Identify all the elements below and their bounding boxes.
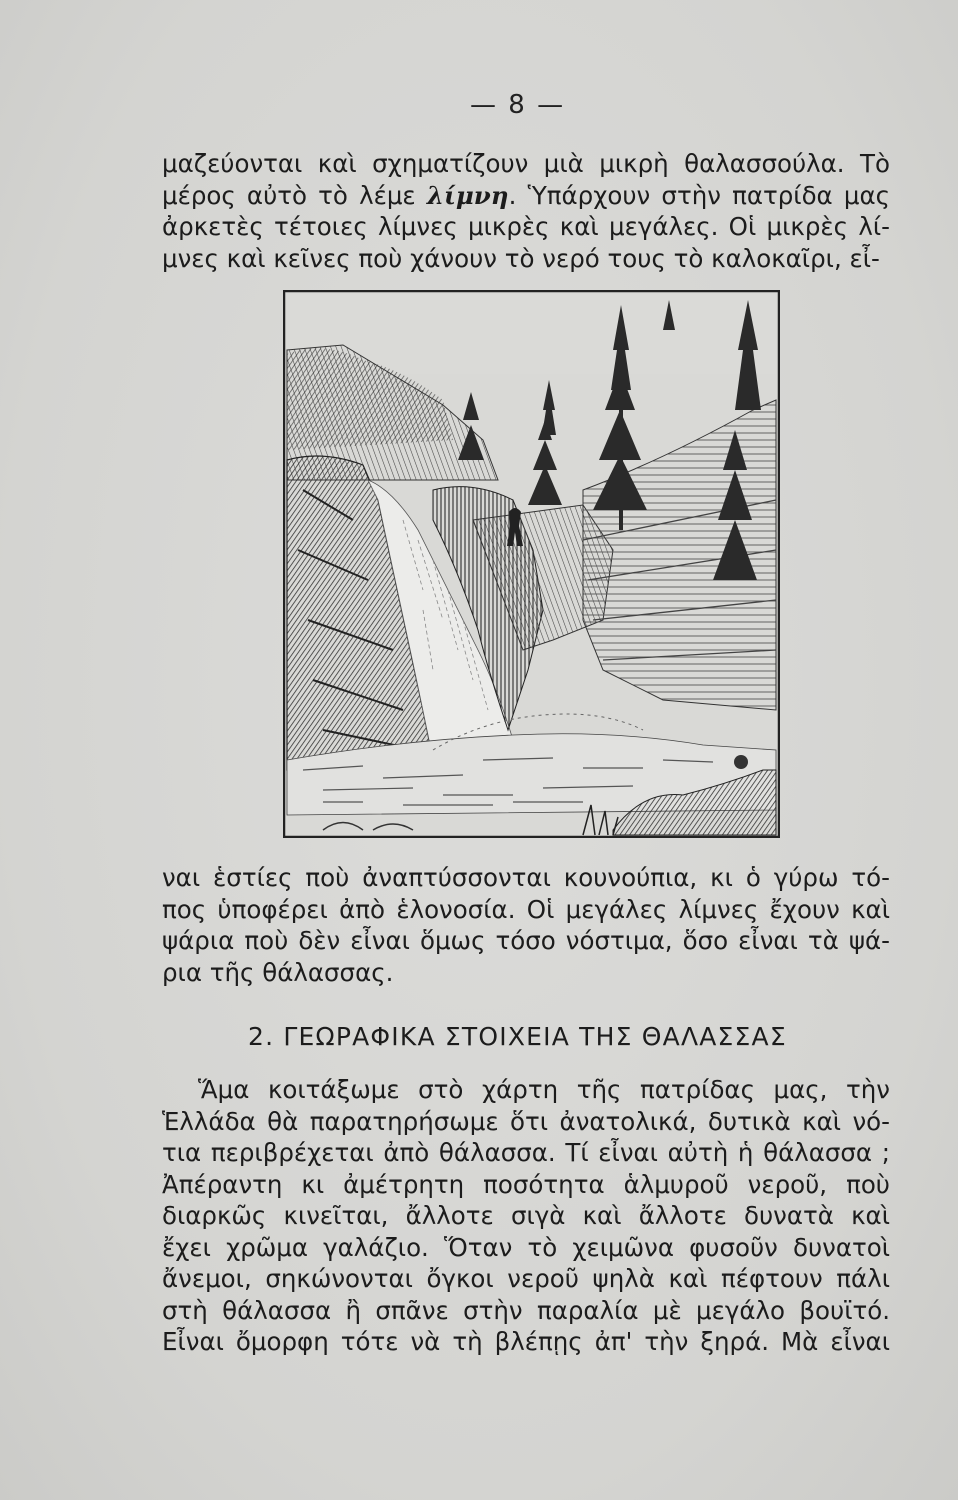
text-line: ψάρια ποὺ δὲν εἶναι ὅμως τόσο νόστιμα, ὅσο εἶναι τὰ ψά- xyxy=(162,926,890,955)
text-line: πος ὑποφέρει ἀπὸ ἑλονοσία. Οἱ μεγάλες λίμνες ἔχουν καὶ xyxy=(162,894,890,924)
text-line-with-emphasis xyxy=(162,180,890,212)
waterfall-illustration xyxy=(283,290,780,838)
text-line: στὴ θάλασσα ἢ σπᾶνε στὴν παραλία μὲ μεγάλο βουϊτό. xyxy=(162,1295,890,1325)
section-heading: 2. ΓΕΩΡΑΦΙΚΑ ΣΤΟΙΧΕΙΑ ΤΗΣ ΘΑΛΑΣΣΑΣ xyxy=(248,1022,787,1051)
page-number: — 8 — xyxy=(470,90,566,120)
text-line: διαρκῶς κινεῖται, ἄλλοτε σιγὰ καὶ ἄλλοτε δυνατὰ καὶ xyxy=(162,1201,890,1230)
top-paragraph xyxy=(162,148,890,274)
text-line: τια περιβρέχεται ἀπὸ θάλασσα. Τί εἶναι αὐτὴ ἡ θάλασσα ; xyxy=(162,1138,890,1167)
bottom-paragraph xyxy=(162,1074,890,1358)
text-line: ἀρκετὲς τέτοιες λίμνες μικρὲς καὶ μεγάλες. Οἱ μικρὲς λί- xyxy=(162,212,890,241)
middle-paragraph xyxy=(162,862,890,988)
text-fragment: μέρος αὐτὸ τὸ λέμε xyxy=(162,180,416,210)
text-line: μαζεύονται καὶ σχηματίζουν μιὰ μικρὴ θαλασσούλα. Τὸ xyxy=(162,149,890,178)
text-line: Εἶναι ὄμορφη τότε νὰ τὴ βλέπῃς ἀπ' τὴν ξηρά. Μὰ εἶναι xyxy=(162,1327,890,1356)
text-line: ἔχει χρῶμα γαλάζιο. Ὅταν τὸ χειμῶνα φυσοῦν δυνατοὶ xyxy=(162,1232,890,1262)
text-line: ναι ἑστίες ποὺ ἀναπτύσσονται κουνούπια, κι ὁ γύρω τό- xyxy=(162,863,890,892)
text-fragment: . Ὑπάρχουν στὴν πατρίδα μας xyxy=(508,180,890,210)
text-line: μνες καὶ κεῖνες ποὺ χάνουν τὸ νερό τους τὸ καλοκαῖρι, εἶ- xyxy=(162,243,880,273)
emphasized-term: λίμνη xyxy=(426,180,509,210)
text-line: ἄνεμοι, σηκώνονται ὄγκοι νεροῦ ψηλὰ καὶ πέφτουν πάλι xyxy=(162,1264,890,1293)
text-line: Ἀπέραντη κι ἀμέτρητη ποσότητα ἁλμυροῦ νεροῦ, ποὺ xyxy=(162,1169,890,1199)
text-line: ρια τῆς θάλασσας. xyxy=(162,957,394,987)
text-line: Ἅμα κοιτάξωμε στὸ χάρτη τῆς πατρίδας μας, τὴν xyxy=(198,1075,890,1104)
text-line: Ἑλλάδα θὰ παρατηρήσωμε ὅτι ἀνατολικά, δυτικὰ καὶ νό- xyxy=(162,1106,890,1136)
